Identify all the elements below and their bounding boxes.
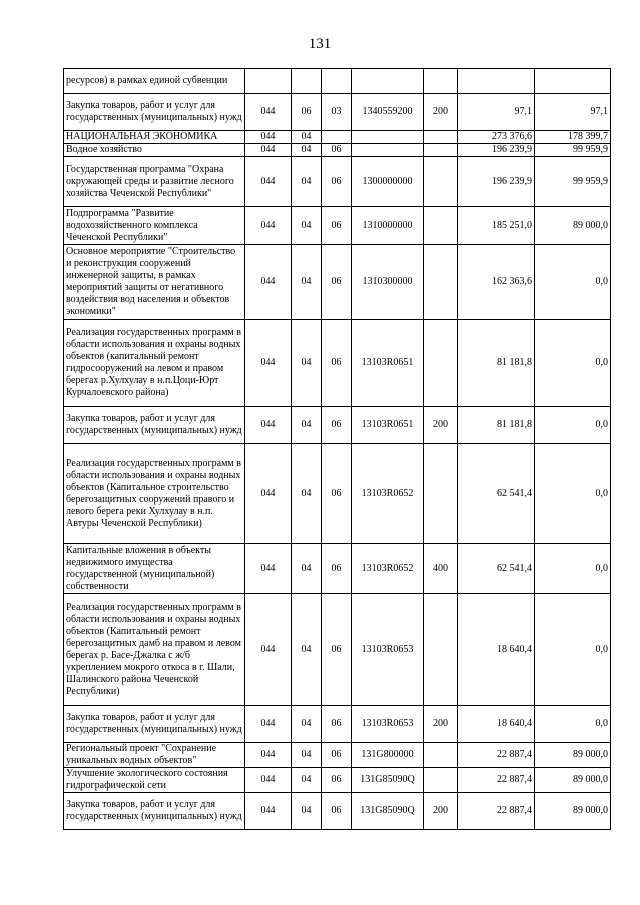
ved-cell: 044: [245, 94, 292, 131]
sum-year1-cell: 196 239,9: [458, 144, 535, 157]
section-cell: 04: [292, 245, 322, 320]
section-cell: [292, 69, 322, 94]
ved-cell: 044: [245, 706, 292, 743]
ved-cell: 044: [245, 793, 292, 830]
row-name-cell: Закупка товаров, работ и услуг для государственных (муниципальных) нужд: [64, 407, 245, 444]
ved-cell: 044: [245, 444, 292, 544]
subsection-cell: 06: [322, 793, 352, 830]
section-cell: 04: [292, 444, 322, 544]
ved-cell: 044: [245, 144, 292, 157]
expense-type-cell: [424, 131, 458, 144]
row-name-cell: Улучшение экологического состояния гидрографической сети: [64, 768, 245, 793]
target-article-cell: 1310300000: [352, 245, 424, 320]
sum-year2-cell: 97,1: [535, 94, 611, 131]
target-article-cell: [352, 69, 424, 94]
section-cell: 04: [292, 320, 322, 407]
table-row: [64, 743, 611, 768]
sum-year1-cell: [458, 69, 535, 94]
subsection-cell: 06: [322, 743, 352, 768]
subsection-cell: 06: [322, 320, 352, 407]
row-name-cell: Закупка товаров, работ и услуг для государственных (муниципальных) нужд: [64, 706, 245, 743]
subsection-cell: 06: [322, 144, 352, 157]
row-name-cell: Закупка товаров, работ и услуг для государственных (муниципальных) нужд: [64, 793, 245, 830]
table-row: [64, 245, 611, 320]
sum-year1-cell: 81 181,8: [458, 407, 535, 444]
expense-type-cell: 200: [424, 793, 458, 830]
expense-type-cell: [424, 444, 458, 544]
table-row: [64, 320, 611, 407]
target-article-cell: 13103R0652: [352, 444, 424, 544]
section-cell: 04: [292, 706, 322, 743]
row-name-cell: Реализация государственных программ в области использования и охраны водных объектов (капитальный ремонт гидросооружений на левом и правом берегах р.Хулхулау в н.п.Цоци-Юрт Курчалоевского района): [64, 320, 245, 407]
ved-cell: 044: [245, 207, 292, 245]
section-cell: 04: [292, 407, 322, 444]
section-cell: 04: [292, 144, 322, 157]
row-name-cell: Основное мероприятие "Строительство и реконструкция сооружений инженерной защиты, в рамках мероприятий защиты от негативного воздействия вод населения и объектов экономики": [64, 245, 245, 320]
sum-year2-cell: 0,0: [535, 320, 611, 407]
sum-year2-cell: 89 000,0: [535, 793, 611, 830]
sum-year1-cell: 62 541,4: [458, 544, 535, 594]
table-row: [64, 94, 611, 131]
expense-type-cell: 400: [424, 544, 458, 594]
sum-year2-cell: 0,0: [535, 544, 611, 594]
table-row: [64, 407, 611, 444]
expense-type-cell: [424, 743, 458, 768]
expense-type-cell: [424, 69, 458, 94]
expense-type-cell: [424, 144, 458, 157]
row-name-cell: Реализация государственных программ в области использования и охраны водных объектов (Капитальное строительство берегозащитных сооружений правого и левого берега реки Хулхулау в н.п. Автуры Чеченской Республики): [64, 444, 245, 544]
target-article-cell: [352, 131, 424, 144]
target-article-cell: 13103R0652: [352, 544, 424, 594]
sum-year1-cell: 162 363,6: [458, 245, 535, 320]
sum-year1-cell: 81 181,8: [458, 320, 535, 407]
section-cell: 04: [292, 157, 322, 207]
row-name-cell: Государственная программа "Охрана окружающей среды и развитие лесного хозяйства Чеченской Республики": [64, 157, 245, 207]
expense-type-cell: [424, 207, 458, 245]
row-name-cell: Реализация государственных программ в области использования и охраны водных объектов (Капитальный ремонт берегозащитных дамб на правом и левом берегах р. Басе-Джалка с ж/б укреплением мокрого откоса в г. Шали, Шалинского района Чеченской Республики): [64, 594, 245, 706]
table-row: [64, 131, 611, 144]
target-article-cell: 131G800000: [352, 743, 424, 768]
ved-cell: [245, 69, 292, 94]
ved-cell: 044: [245, 320, 292, 407]
target-article-cell: 131G85090Q: [352, 768, 424, 793]
table-row: [64, 793, 611, 830]
sum-year2-cell: 89 000,0: [535, 768, 611, 793]
sum-year1-cell: 62 541,4: [458, 444, 535, 544]
budget-table-body: [64, 69, 611, 830]
expense-type-cell: [424, 768, 458, 793]
table-row: [64, 706, 611, 743]
target-article-cell: 13103R0653: [352, 706, 424, 743]
target-article-cell: [352, 144, 424, 157]
subsection-cell: 06: [322, 245, 352, 320]
sum-year1-cell: 22 887,4: [458, 743, 535, 768]
subsection-cell: 06: [322, 444, 352, 544]
subsection-cell: 06: [322, 544, 352, 594]
sum-year2-cell: 99 959,9: [535, 157, 611, 207]
target-article-cell: 131G85090Q: [352, 793, 424, 830]
sum-year2-cell: 0,0: [535, 444, 611, 544]
table-row: [64, 544, 611, 594]
sum-year2-cell: 0,0: [535, 706, 611, 743]
table-row: [64, 157, 611, 207]
section-cell: 04: [292, 793, 322, 830]
sum-year2-cell: 178 399,7: [535, 131, 611, 144]
sum-year2-cell: 0,0: [535, 245, 611, 320]
subsection-cell: 06: [322, 706, 352, 743]
ved-cell: 044: [245, 407, 292, 444]
subsection-cell: 06: [322, 207, 352, 245]
sum-year2-cell: 0,0: [535, 407, 611, 444]
table-row: [64, 207, 611, 245]
section-cell: 04: [292, 743, 322, 768]
sum-year2-cell: 0,0: [535, 594, 611, 706]
target-article-cell: 13103R0653: [352, 594, 424, 706]
expense-type-cell: [424, 320, 458, 407]
expense-type-cell: [424, 157, 458, 207]
ved-cell: 044: [245, 544, 292, 594]
sum-year1-cell: 196 239,9: [458, 157, 535, 207]
budget-table: [63, 68, 611, 830]
ved-cell: 044: [245, 131, 292, 144]
expense-type-cell: 200: [424, 706, 458, 743]
subsection-cell: [322, 69, 352, 94]
subsection-cell: 06: [322, 594, 352, 706]
ved-cell: 044: [245, 245, 292, 320]
subsection-cell: 06: [322, 407, 352, 444]
row-name-cell: ресурсов) в рамках единой субвенции: [64, 69, 245, 94]
section-cell: 04: [292, 594, 322, 706]
target-article-cell: 13103R0651: [352, 407, 424, 444]
sum-year2-cell: 89 000,0: [535, 207, 611, 245]
sum-year1-cell: 185 251,0: [458, 207, 535, 245]
row-name-cell: Региональный проект "Сохранение уникальных водных объектов": [64, 743, 245, 768]
table-row: [64, 768, 611, 793]
row-name-cell: Закупка товаров, работ и услуг для государственных (муниципальных) нужд: [64, 94, 245, 131]
row-name-cell: НАЦИОНАЛЬНАЯ ЭКОНОМИКА: [64, 131, 245, 144]
table-row: [64, 69, 611, 94]
sum-year1-cell: 97,1: [458, 94, 535, 131]
subsection-cell: [322, 131, 352, 144]
sum-year2-cell: 89 000,0: [535, 743, 611, 768]
ved-cell: 044: [245, 157, 292, 207]
subsection-cell: 06: [322, 768, 352, 793]
subsection-cell: 03: [322, 94, 352, 131]
section-cell: 04: [292, 207, 322, 245]
section-cell: 04: [292, 544, 322, 594]
subsection-cell: 06: [322, 157, 352, 207]
sum-year2-cell: [535, 69, 611, 94]
page-number: 131: [308, 36, 332, 52]
sum-year1-cell: 22 887,4: [458, 793, 535, 830]
sum-year1-cell: 273 376,6: [458, 131, 535, 144]
row-name-cell: Капитальные вложения в объекты недвижимого имущества государственной (муниципальной) собственности: [64, 544, 245, 594]
sum-year2-cell: 99 959,9: [535, 144, 611, 157]
table-row: [64, 144, 611, 157]
expense-type-cell: [424, 594, 458, 706]
section-cell: 04: [292, 768, 322, 793]
section-cell: 06: [292, 94, 322, 131]
ved-cell: 044: [245, 743, 292, 768]
target-article-cell: 1300000000: [352, 157, 424, 207]
table-row: [64, 444, 611, 544]
sum-year1-cell: 22 887,4: [458, 768, 535, 793]
row-name-cell: Водное хозяйство: [64, 144, 245, 157]
expense-type-cell: 200: [424, 94, 458, 131]
section-cell: 04: [292, 131, 322, 144]
target-article-cell: 13103R0651: [352, 320, 424, 407]
table-row: [64, 594, 611, 706]
row-name-cell: Подпрограмма "Развитие водохозяйственного комплекса Чеченской Республики": [64, 207, 245, 245]
expense-type-cell: 200: [424, 407, 458, 444]
sum-year1-cell: 18 640,4: [458, 706, 535, 743]
ved-cell: 044: [245, 594, 292, 706]
ved-cell: 044: [245, 768, 292, 793]
expense-type-cell: [424, 245, 458, 320]
target-article-cell: 1310000000: [352, 207, 424, 245]
sum-year1-cell: 18 640,4: [458, 594, 535, 706]
target-article-cell: 1340559200: [352, 94, 424, 131]
